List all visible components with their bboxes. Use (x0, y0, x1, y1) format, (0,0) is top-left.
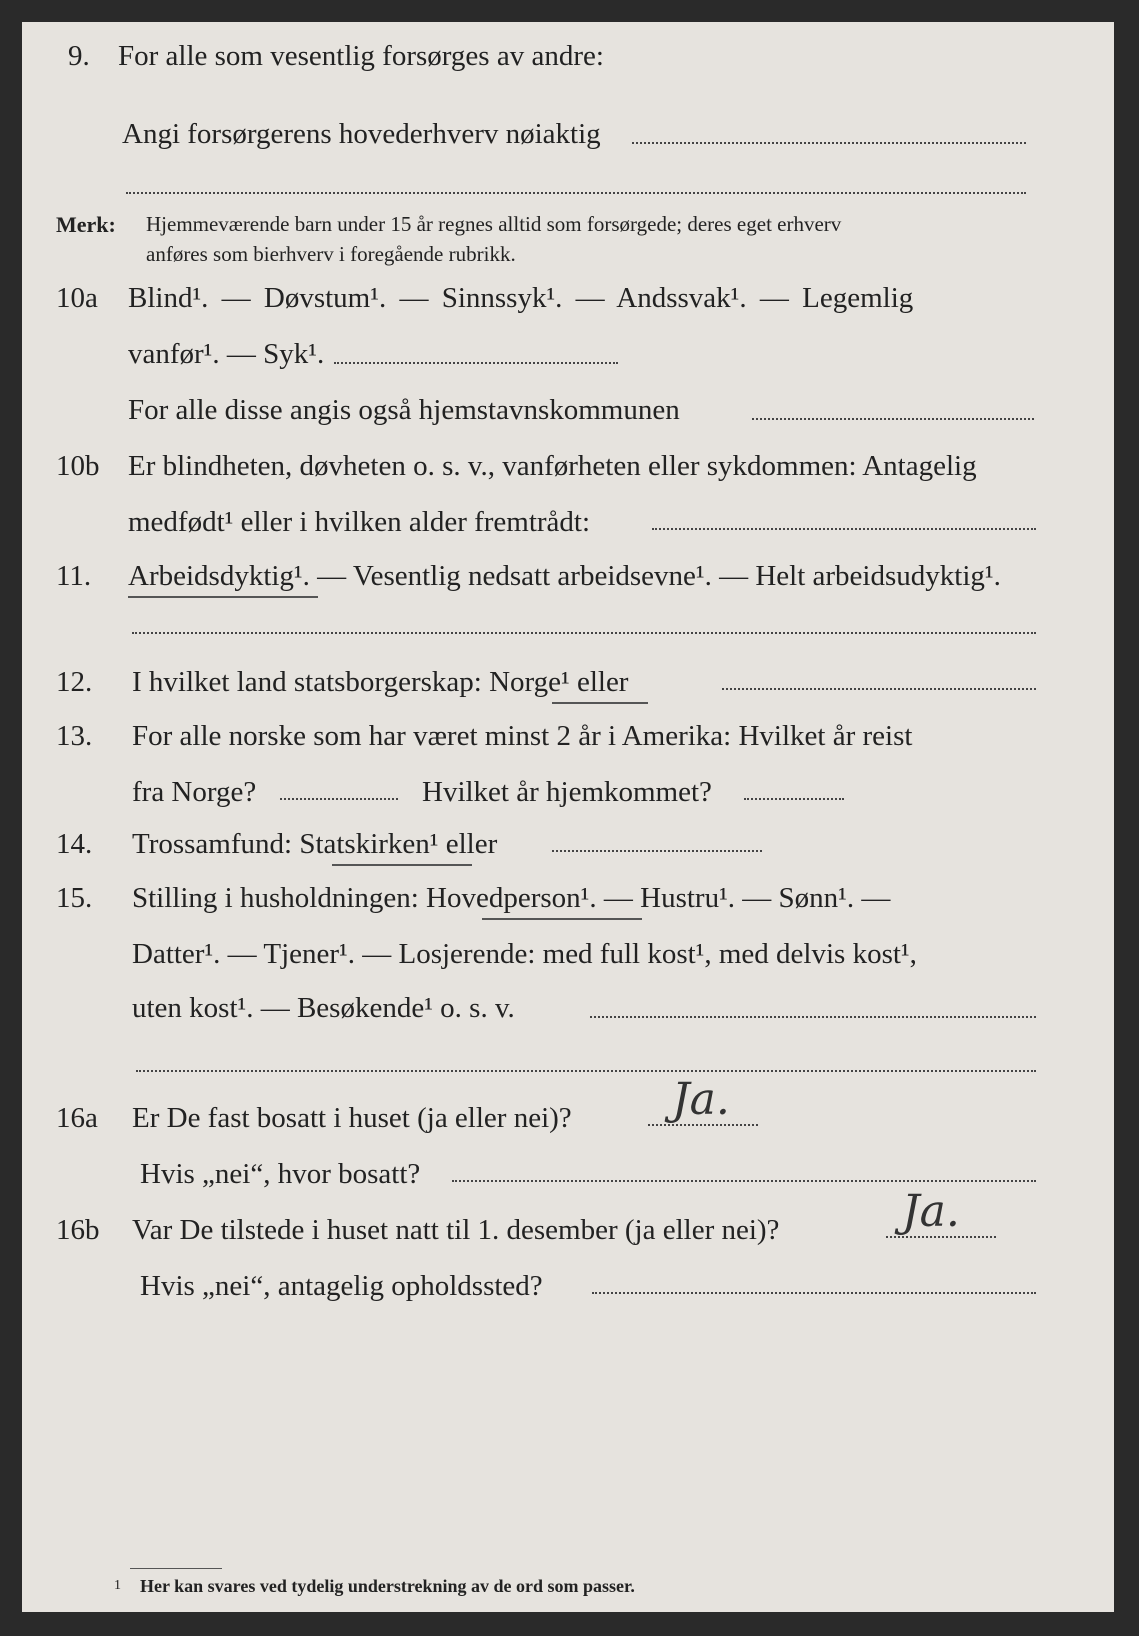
q13-reist-answer-line[interactable] (280, 798, 398, 800)
q9-answer-line[interactable] (632, 142, 1026, 144)
q16a-bosatt-answer-line[interactable] (452, 1180, 1036, 1182)
q12-underline-norge (552, 702, 648, 704)
q16b-opholdssted-answer-line[interactable] (592, 1292, 1036, 1294)
q15-underline-hovedperson (482, 918, 642, 920)
q14-answer-line[interactable] (552, 850, 762, 852)
q11-answer-line[interactable] (132, 632, 1036, 634)
q13-hjemkommet-answer-line[interactable] (744, 798, 844, 800)
q11-line1: Arbeidsdyktig¹. — Vesentlig nedsatt arbeidsevne¹. — Helt arbeidsudyktig¹. (128, 560, 1001, 592)
merk-label: Merk: (56, 212, 116, 237)
q10a-line1: Blind¹. — Døvstum¹. — Sinnssyk¹. — Andssvak¹. — Legemlig (128, 282, 914, 314)
q15-answer-line[interactable] (590, 1016, 1036, 1018)
q9-line2: Angi forsørgerens hovederhverv nøiaktig (122, 118, 601, 150)
q16b-handwritten-answer: Ja. (902, 1186, 960, 1237)
q10a-number: 10a (56, 282, 98, 314)
q15-line1: Stilling i husholdningen: Hovedperson¹. — Hustru¹. — Sønn¹. — (132, 882, 891, 914)
merk-line2: anføres som bierhverv i foregående rubrikk. (146, 242, 516, 266)
q16a-line2: Hvis „nei“, hvor bosatt? (140, 1158, 421, 1190)
q13-number: 13. (56, 720, 93, 752)
q10b-answer-line[interactable] (652, 528, 1036, 530)
q13-line2b: Hvilket år hjemkommet? (422, 776, 712, 808)
q11-number: 11. (56, 560, 92, 592)
merk-line1: Hjemmeværende barn under 15 år regnes alltid som forsørgede; deres eget erhverv (146, 212, 842, 236)
q12-number: 12. (56, 666, 93, 698)
q10b-line1: Er blindheten, døvheten o. s. v., vanførheten eller sykdommen: Antagelig (128, 450, 977, 482)
q15-line2: Datter¹. — Tjener¹. — Losjerende: med full kost¹, med delvis kost¹, (132, 938, 917, 970)
q16a-number: 16a (56, 1102, 98, 1134)
q11-underline-arbeidsdyktig (128, 596, 318, 598)
q9-answer-line-2[interactable] (126, 192, 1026, 194)
q13-line1: For alle norske som har været minst 2 år i Amerika: Hvilket år reist (132, 720, 913, 752)
q10b-number: 10b (56, 450, 100, 482)
q10a-kommune-answer-line[interactable] (752, 418, 1034, 420)
footnote-text: Her kan svares ved tydelig understrekning av de ord som passer. (140, 1576, 635, 1596)
q14-underline-statskirken (332, 864, 472, 866)
q13-line2a: fra Norge? (132, 776, 257, 808)
q10a-line2: vanfør¹. — Syk¹. (128, 338, 325, 370)
q10b-line2: medfødt¹ eller i hvilken alder fremtrådt: (128, 506, 591, 538)
footnote-rule (130, 1568, 222, 1569)
q12-line1: I hvilket land statsborgerskap: Norge¹ eller (132, 666, 629, 698)
q15-number: 15. (56, 882, 93, 914)
q16a-handwritten-answer: Ja. (672, 1074, 730, 1125)
q16b-number: 16b (56, 1214, 100, 1246)
q14-line1: Trossamfund: Statskirken¹ eller (132, 828, 498, 860)
q10a-line3: For alle disse angis også hjemstavnskommunen (128, 394, 680, 426)
q16b-line1: Var De tilstede i huset natt til 1. desember (ja eller nei)? (132, 1214, 780, 1246)
census-form-page (22, 22, 1114, 1612)
q10a-syk-answer-line[interactable] (334, 362, 618, 364)
q15-line3: uten kost¹. — Besøkende¹ o. s. v. (132, 992, 515, 1024)
q12-answer-line[interactable] (722, 688, 1036, 690)
q16a-line1: Er De fast bosatt i huset (ja eller nei)? (132, 1102, 572, 1134)
q9-number: 9. (68, 40, 90, 72)
footnote-mark: 1 (114, 1578, 121, 1593)
q16b-line2: Hvis „nei“, antagelig opholdssted? (140, 1270, 543, 1302)
q9-line1: For alle som vesentlig forsørges av andre: (118, 40, 604, 72)
q15-answer-line-2[interactable] (136, 1070, 1036, 1072)
q14-number: 14. (56, 828, 93, 860)
